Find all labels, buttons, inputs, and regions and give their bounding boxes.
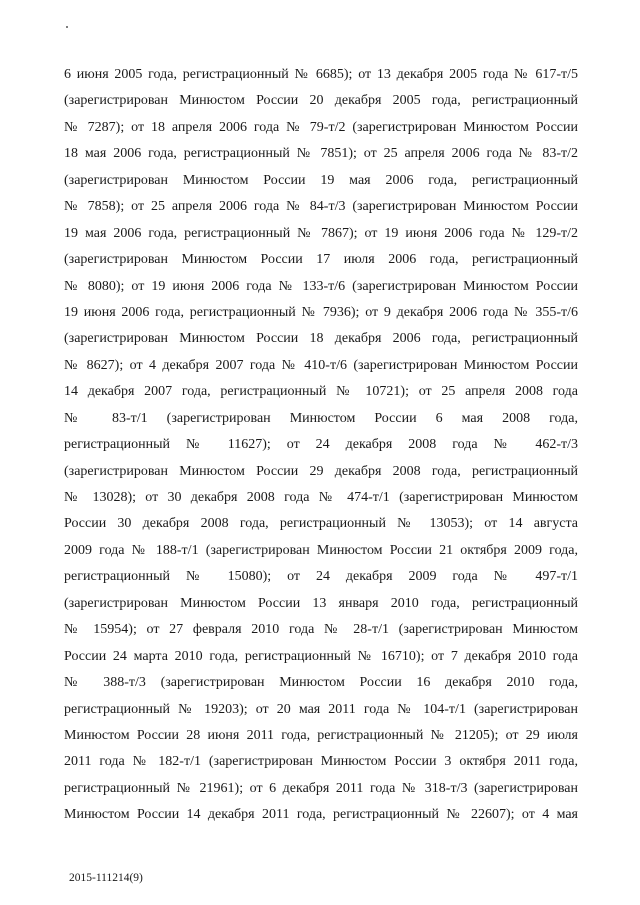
text-line: России 30 декабря 2008 года, регистрационный № 13053); от 14 августа: [64, 516, 578, 532]
scan-speck: [66, 26, 68, 28]
text-line: 14 декабря 2007 года, регистрационный № 10721); от 25 апреля 2008 года: [64, 384, 578, 400]
text-line: № 15954); от 27 февраля 2010 года № 28-т/1 (зарегистрирован Минюстом: [64, 622, 578, 638]
text-line: Минюстом России 28 июня 2011 года, регистрационный № 21205); от 29 июля: [64, 727, 578, 743]
text-line: регистрационный № 19203); от 20 мая 2011 года № 104-т/1 (зарегистрирован: [64, 701, 578, 717]
document-body-text: [64, 62, 578, 829]
text-line: 19 июня 2006 года, регистрационный № 7936); от 9 декабря 2006 года № 355-т/6: [64, 304, 578, 320]
text-line: (зарегистрирован Минюстом России 18 декабря 2006 года, регистрационный: [64, 331, 578, 347]
text-line: 18 мая 2006 года, регистрационный № 7851); от 25 апреля 2006 года № 83-т/2: [64, 146, 578, 162]
text-line: Минюстом России 14 декабря 2011 года, регистрационный № 22607); от 4 мая: [64, 807, 578, 823]
text-line: 2009 года № 188-т/1 (зарегистрирован Минюстом России 21 октября 2009 года,: [64, 542, 578, 558]
document-footer-code: 2015-111214(9): [69, 872, 143, 884]
text-line: (зарегистрирован Минюстом России 29 декабря 2008 года, регистрационный: [64, 463, 578, 479]
text-line: регистрационный № 15080); от 24 декабря 2009 года № 497-т/1: [64, 569, 578, 585]
text-line: № 13028); от 30 декабря 2008 года № 474-т/1 (зарегистрирован Минюстом: [64, 490, 578, 505]
text-line: (зарегистрирован Минюстом России 19 мая 2006 года, регистрационный: [64, 172, 578, 188]
text-line: № 8627); от 4 декабря 2007 года № 410-т/6 (зарегистрирован Минюстом России: [64, 357, 578, 373]
text-line: 2011 года № 182-т/1 (зарегистрирован Минюстом России 3 октября 2011 года,: [64, 754, 578, 770]
text-line: (зарегистрирован Минюстом России 13 января 2010 года, регистрационный: [64, 595, 578, 611]
text-line: № 7858); от 25 апреля 2006 года № 84-т/3 (зарегистрирован Минюстом России: [64, 199, 578, 215]
text-line: (зарегистрирован Минюстом России 17 июля 2006 года, регистрационный: [64, 252, 578, 268]
text-line: регистрационный № 11627); от 24 декабря 2008 года № 462-т/3: [64, 437, 578, 453]
text-line: России 24 марта 2010 года, регистрационный № 16710); от 7 декабря 2010 года: [64, 648, 578, 664]
text-line: № 7287); от 18 апреля 2006 года № 79-т/2 (зарегистрирован Минюстом России: [64, 119, 578, 135]
text-line: № 388-т/3 (зарегистрирован Минюстом России 16 декабря 2010 года,: [64, 675, 578, 691]
text-line: регистрационный № 21961); от 6 декабря 2011 года № 318-т/3 (зарегистрирован: [64, 780, 578, 796]
text-line: (зарегистрирован Минюстом России 20 декабря 2005 года, регистрационный: [64, 93, 578, 109]
text-line: № 8080); от 19 июня 2006 года № 133-т/6 (зарегистрирован Минюстом России: [64, 278, 578, 294]
text-line: № 83-т/1 (зарегистрирован Минюстом России 6 мая 2008 года,: [64, 410, 578, 426]
text-line: 19 мая 2006 года, регистрационный № 7867); от 19 июня 2006 года № 129-т/2: [64, 225, 578, 241]
text-line: 6 июня 2005 года, регистрационный № 6685); от 13 декабря 2005 года № 617-т/5: [64, 67, 578, 82]
